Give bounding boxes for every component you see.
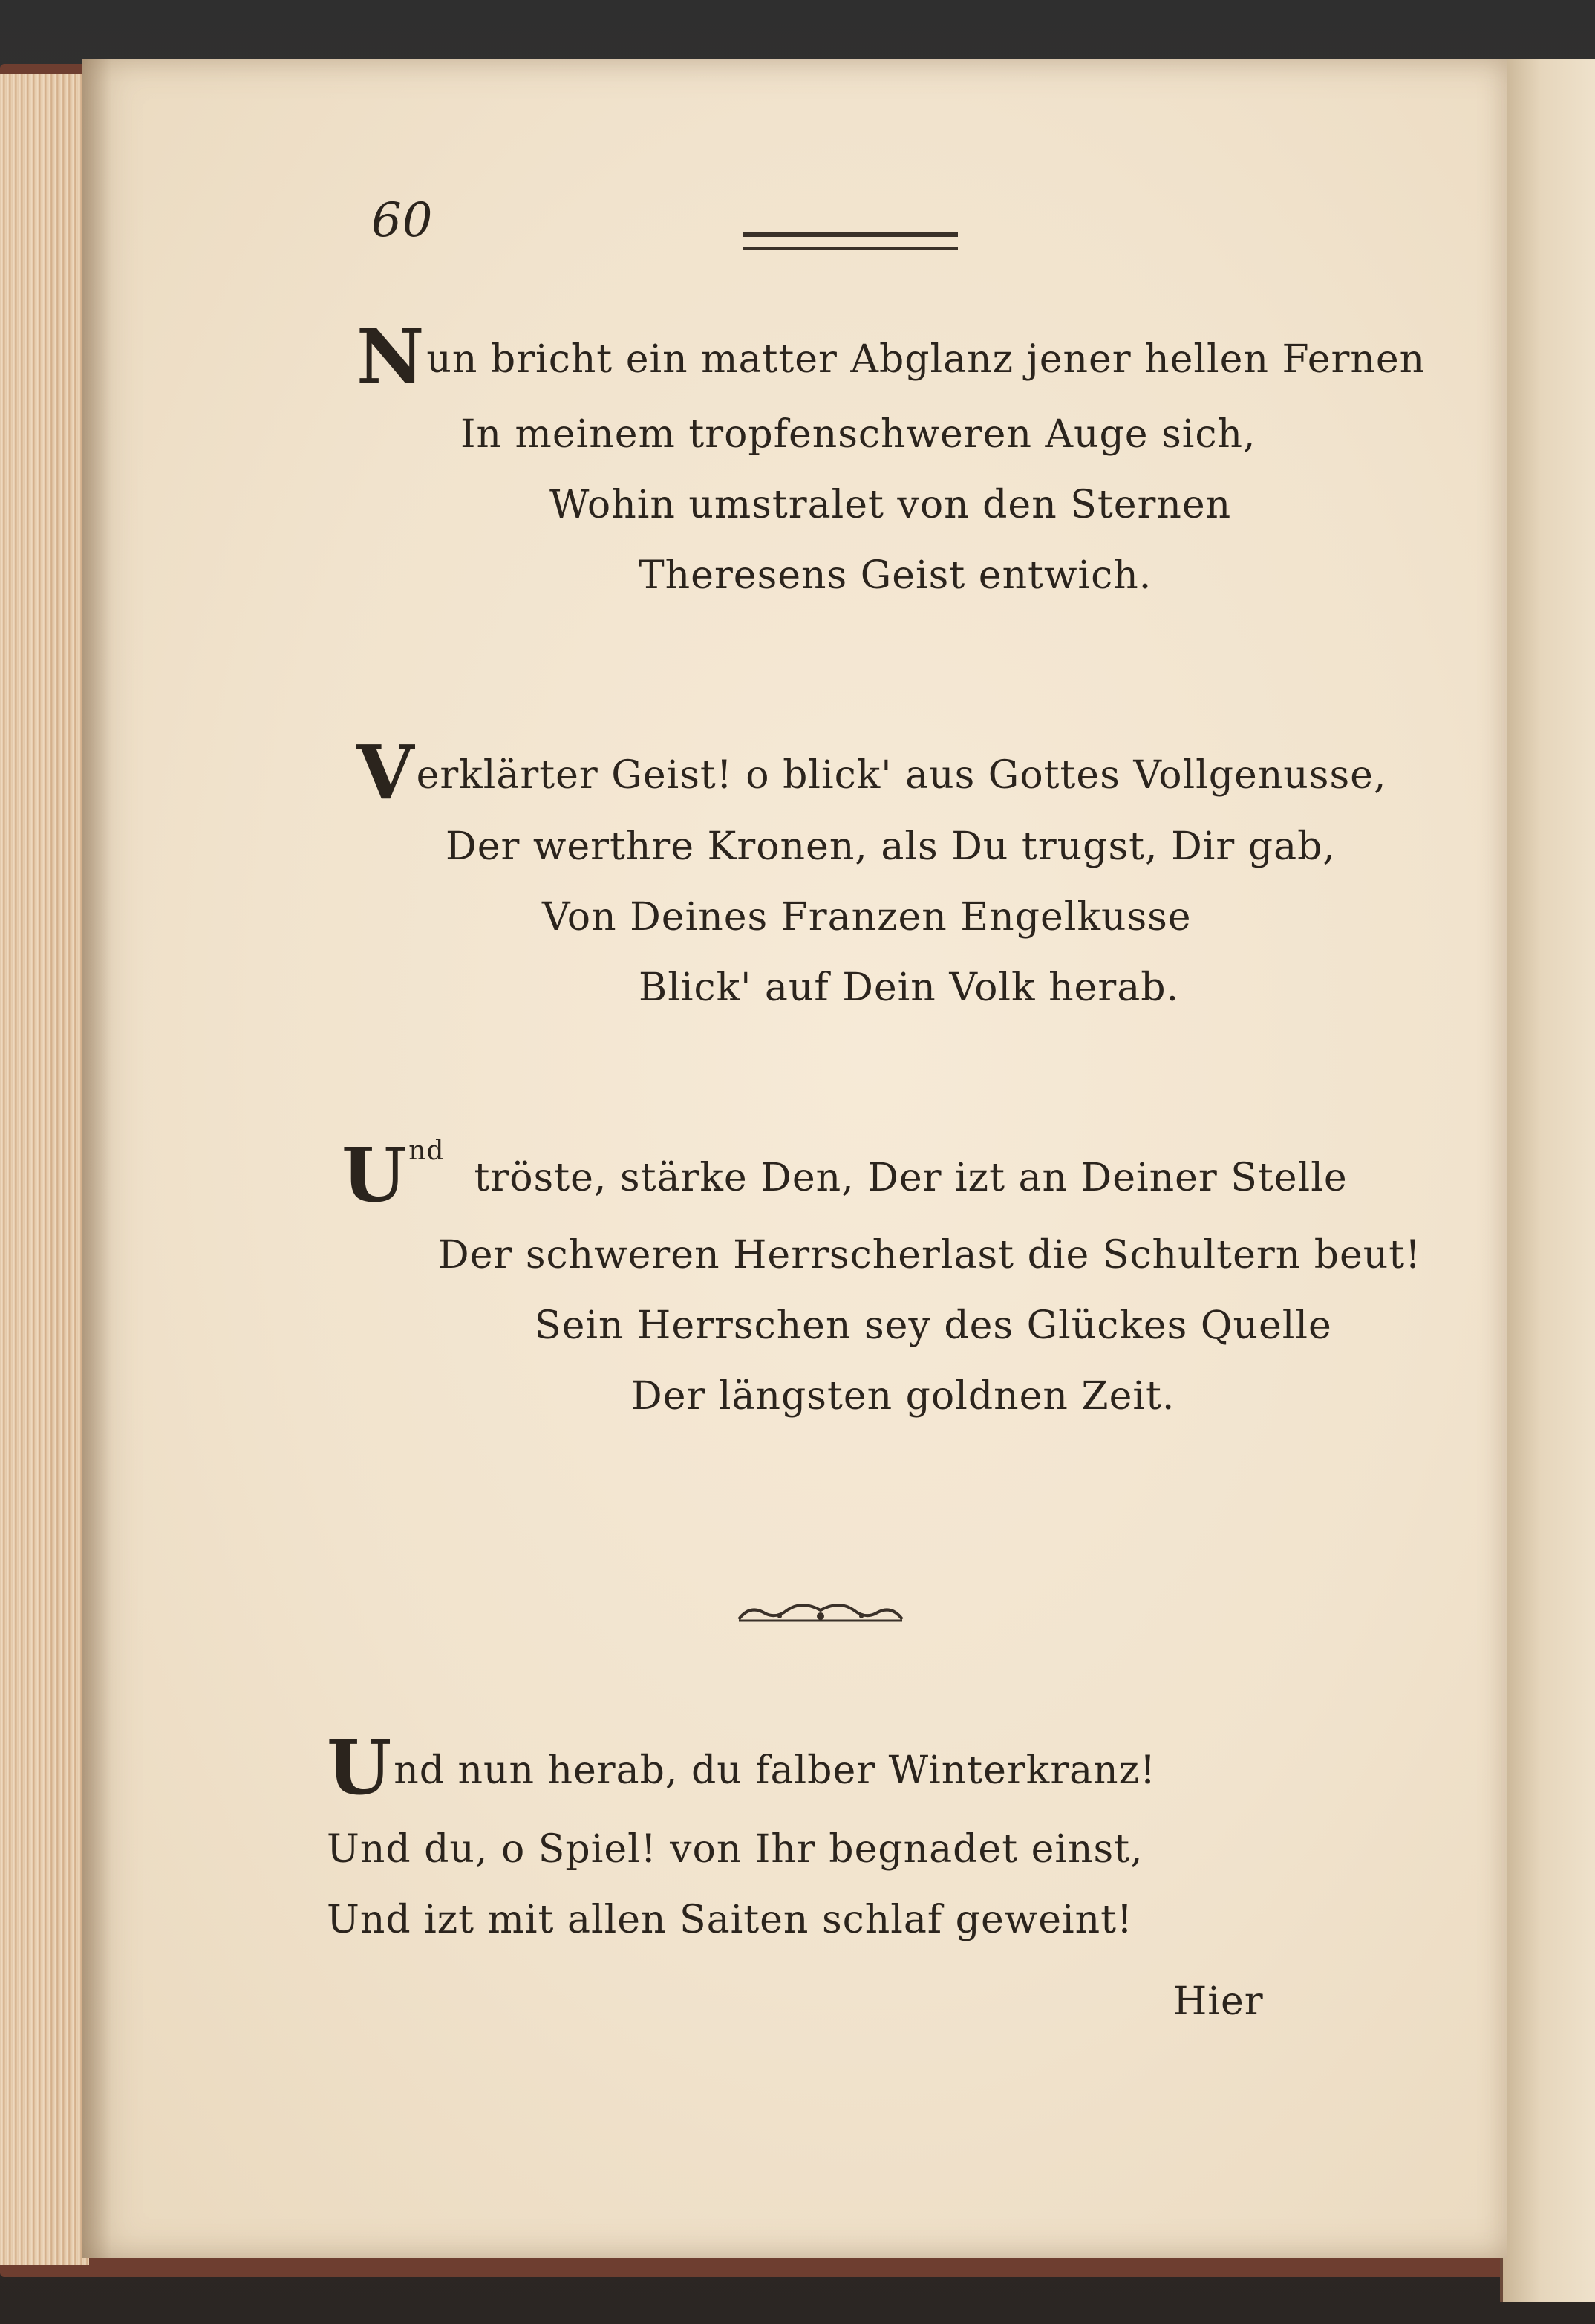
drop-cap: V	[356, 729, 415, 816]
facing-page-edge	[1500, 59, 1595, 2302]
stanza-4-line-3: Und izt mit allen Saiten schlaf geweint!	[327, 1898, 1133, 1942]
stanza-4-line-1: Und nun herab, du falber Winterkranz!	[327, 1724, 1156, 1812]
stanza-2-line-1: Verklärter Geist! o blick' aus Gottes Vollgenusse,	[356, 729, 1387, 816]
page-edges	[0, 74, 89, 2265]
drop-cap: N	[356, 313, 425, 400]
stanza-2-line-3: Von Deines Franzen Engelkusse	[542, 895, 1192, 940]
gutter-shadow	[82, 59, 111, 2258]
drop-cap: U	[342, 1131, 408, 1219]
stanza-2-line-2: Der werthre Kronen, als Du trugst, Dir gab,	[446, 824, 1336, 869]
stanza-1-line-2: In meinem tropfenschweren Auge sich,	[460, 412, 1256, 457]
stanza-1-line-4: Theresens Geist entwich.	[639, 553, 1152, 598]
stanza-1-line-3: Wohin umstralet von den Sternen	[549, 483, 1232, 527]
page-number: 60	[371, 193, 434, 248]
ornament-divider	[735, 1597, 906, 1627]
stanza-1-line-1: Nun bricht ein matter Abglanz jener hellen Fernen	[356, 313, 1426, 400]
stanza-2-line-4: Blick' auf Dein Volk herab.	[639, 966, 1180, 1010]
stanza-3-line-2: Der schweren Herrscherlast die Schultern beut!	[438, 1233, 1422, 1277]
stanza-3-line-3: Sein Herrschen sey des Glückes Quelle	[535, 1303, 1332, 1348]
catchword: Hier	[1173, 1979, 1264, 2024]
stanza-3-line-1: $U^{nd}tröste$, stärke Den, Der izt an Deiner Stelle	[342, 1131, 1348, 1219]
drop-cap: U	[327, 1724, 393, 1812]
stanza-3-line-4: Der längsten goldnen Zeit.	[631, 1374, 1175, 1419]
stanza-4-line-2: Und du, o Spiel! von Ihr begnadet einst,	[327, 1827, 1144, 1872]
header-rule	[743, 232, 958, 250]
